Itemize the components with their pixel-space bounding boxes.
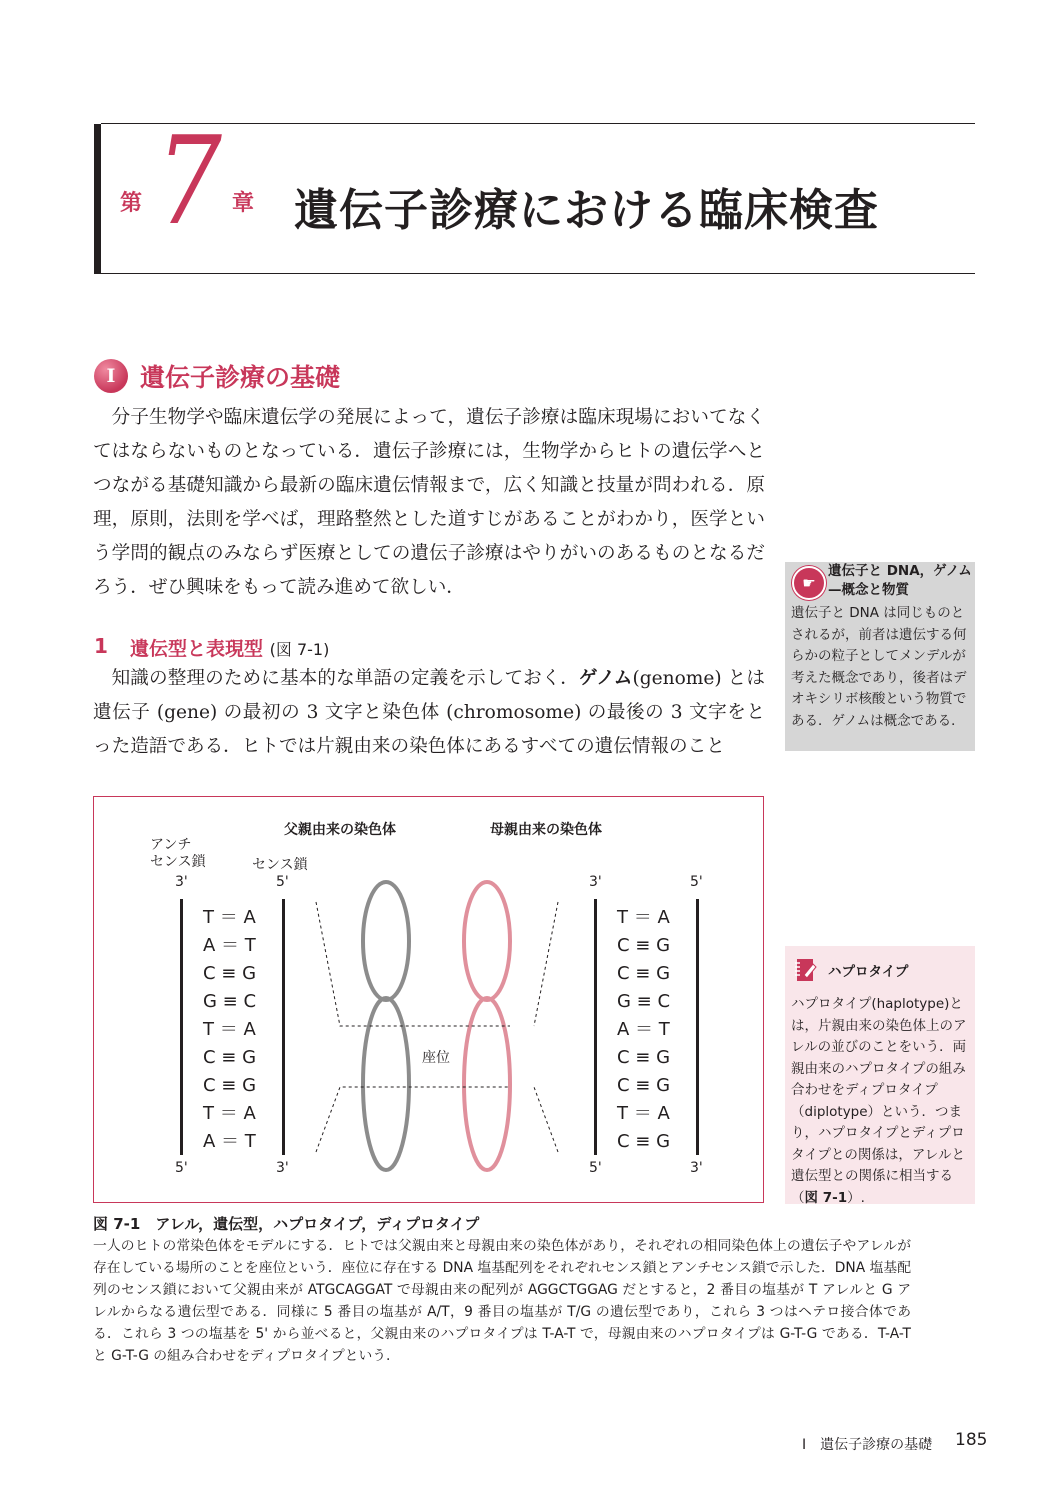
end-label: 3' [276, 1160, 289, 1176]
maternal-base-pairs: T ＝ A C ≡ G C ≡ G G ≡ C A ＝ T C ≡ G C ≡ G T ＝ A C ≡ G [617, 907, 671, 1152]
notebook-pen-icon [795, 957, 817, 983]
side-note-body: ハプロタイプ(haplotype)とは，片親由来の染色体上のアレルの並びのことをいう．両親由来のハプロタイプの組み合わせをディプロタイプ（diplotype）という．つまり，ハプロタイプとディプロタイプとの関係は，アレルと遺伝型との関係に相当する（図 7-1）. [791, 996, 967, 1206]
subsection-title: 遺伝型と表現型 (図 7-1) [130, 638, 330, 660]
locus-label: 座位 [422, 1050, 450, 1066]
figure-reference: (図 7-1) [269, 640, 330, 659]
paternal-base-pairs: T ＝ A A ＝ T C ≡ G G ≡ C T ＝ A C ≡ G C ≡ G T ＝ A A ＝ T [203, 907, 257, 1152]
section-badge: I [94, 359, 128, 393]
locus-guide-left-lower [316, 1087, 510, 1152]
end-label: 3' [690, 1160, 703, 1176]
chapter-suffix: 章 [232, 191, 255, 216]
end-label: 5' [276, 874, 289, 890]
maternal-chromatid-lower [464, 998, 510, 1170]
figure-reference: 図 7-1 [804, 1189, 848, 1206]
paternal-label: 父親由来の染色体 [284, 822, 396, 838]
side-note-title: ハプロタイプ [828, 964, 909, 980]
chapter-prefix: 第 [120, 191, 143, 216]
section-title: 遺伝子診療の基礎 [140, 363, 341, 392]
antisense-strand-maternal [594, 899, 597, 1155]
figure-caption-title: 図 7-1 アレル，遺伝型，ハプロタイプ，ディプロタイプ [93, 1215, 480, 1233]
locus-guide-left-upper [316, 902, 510, 1026]
side-note-body: 遺伝子と DNA は同じものとされるが，前者は遺伝する何らかの粒子としてメンデルが考えた概念であり，後者はデオキシリボ核酸という物質である．ゲノムは概念である． [791, 605, 967, 729]
chapter-number: 7 [156, 110, 222, 252]
end-label: 5' [589, 1160, 602, 1176]
chapter-title: 遺伝子診療における臨床検査 [294, 185, 879, 236]
paternal-chromatid-upper [363, 882, 409, 1000]
locus-guide-right-upper [534, 902, 558, 1026]
intro-paragraph: 分子生物学や臨床遺伝学の発展によって，遺伝子診療は臨床現場においてなくてはならないものとなっている．遺伝子診療には，生物学からヒトの遺伝学へとつながる基礎知識から最新の臨床遺伝情報まで，広く知識と技量が問われる．原理，原則，法則を学べば，理路整然とした道すじがあることがわかり，医学という学問的観点のみならず医療としての遺伝子診療はやりがいのあるものとなるだろう．ぜひ興味をもって読み進めて欲しい． [93, 407, 765, 598]
page-number: 185 [955, 1430, 988, 1450]
locus-guide-right-lower [534, 1087, 558, 1152]
maternal-label: 母親由来の染色体 [490, 822, 602, 838]
sense-label: センス鎖 [252, 857, 308, 873]
end-label: 3' [589, 874, 602, 890]
chromosome-diagram [300, 870, 590, 1180]
maternal-chromatid-upper [464, 882, 510, 1000]
antisense-strand-paternal [180, 899, 183, 1155]
figure-caption-body: 一人のヒトの常染色体をモデルにする．ヒトでは父親由来と母親由来の染色体があり，それぞれの相同染色体上の遺伝子やアレルが存在している場所のことを座位という．座位に存在する DNA 塩基配列をそれぞれセンス鎖とアンチセンス鎖で示した．DNA 塩基配列のセンス鎖において父親由来が ATGCAGGAT で母親由来の配列が AGGCTGGAG だとすると，2 番目の塩基が T アレルと G アレルからなる遺伝型である．同様に 5 番目の塩基が A/T，9 番目の塩基が T/G の遺伝型であり，これら 3 つはヘテロ接合体である．これら 3 つの塩基を 5' から並べると，父親由来のハプロタイプは T-A-T で，母親由来のハプロタイプは G-T-G である．T-A-T と G-T-G の組み合わせをディプロタイプという. [93, 1238, 911, 1364]
subsection-number: 1 [94, 634, 108, 658]
sense-strand-maternal [696, 899, 699, 1155]
chapter-bar [94, 124, 101, 274]
paternal-chromatid-lower [363, 998, 409, 1170]
chapter-bottom-rule [101, 273, 975, 274]
running-footer: I 遺伝子診療の基礎 [802, 1437, 933, 1453]
side-note-title: 遺伝子と DNA，ゲノム—概念と物質 [828, 563, 972, 598]
term-genome: ゲノム [578, 668, 633, 689]
genome-paragraph: 知識の整理のために基本的な単語の定義を示しておく．ゲノム(genome) とは遺伝子 (gene) の最初の 3 文字と染色体 (chromosome) の最後の 3 文字をとった造語である．ヒトでは片親由来の染色体にあるすべての遺伝情報のこと [93, 668, 765, 757]
antisense-label: アンチ センス鎖 [150, 837, 206, 870]
end-label: 5' [175, 1160, 188, 1176]
end-label: 5' [690, 874, 703, 890]
pointing-hand-icon: ☛ [792, 566, 826, 600]
sense-strand-paternal [282, 899, 285, 1155]
chapter-top-rule [101, 123, 975, 124]
end-label: 3' [175, 874, 188, 890]
